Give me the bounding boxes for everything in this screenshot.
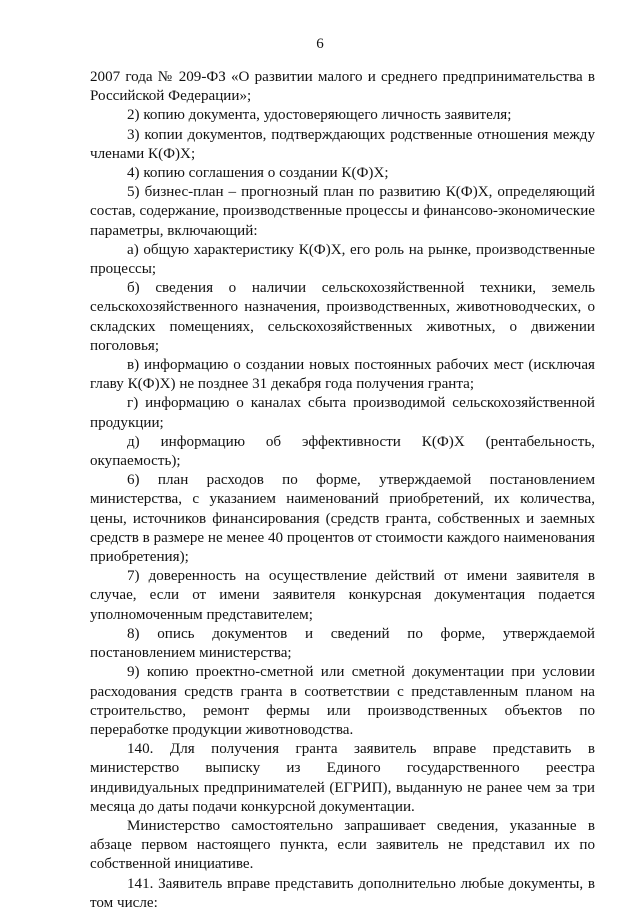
paragraph-item-7: 7) доверенность на осуществление действий от имени заявителя в случае, если от имени заявителя конкурсная документация подается уполномоченным представителем; [90,568,595,623]
page-number: 6 [316,36,324,52]
paragraph-subitem-g: г) информацию о каналах сбыта производимой сельскохозяйственной продукции; [90,395,595,431]
paragraph-item-6: 6) план расходов по форме, утверждаемой постановлением министерства, с указанием наименований приобретений, их количества, цены, источников финансирования (средств гранта, собственных и заемных средств в размере не менее 40 процентов от стоимости каждого наименования приобретения); [90,472,595,566]
paragraph-item-3: 3) копии документов, подтверждающих родственные отношения между членами К(Ф)Х; [90,126,595,162]
paragraph-item-4: 4) копию соглашения о создании К(Ф)Х; [127,165,389,182]
paragraph-subitem-b: б) сведения о наличии сельскохозяйственной техники, земель сельскохозяйственного назначения, производственных, животноводческих, о складских помещениях, сельскохозяйственных животных, о движении поголовья; [90,280,595,354]
paragraph-subitem-a: а) общую характеристику К(Ф)Х, его роль на рынке, производственные процессы; [90,241,595,278]
paragraph-item-5: 5) бизнес-план – прогнозный план по развитию К(Ф)Х, определяющий состав, содержание, производственные процессы и финансово-экономические параметры, включающий: [90,184,595,239]
paragraph-clause-140: 140. Для получения гранта заявитель вправе представить в министерство выписку из Единого государственного реестра индивидуальных предпринимателей (ЕГРИП), выданную не ранее чем за три месяца до даты подачи конкурсной документации. [90,741,595,815]
paragraph-item-8: 8) опись документов и сведений по форме, утверждаемой постановлением министерства; [90,625,595,662]
paragraph-ministry-request: Министерство самостоятельно запрашивает сведения, указанные в абзаце первом настоящего пункта, если заявитель не представил их по собственной инициативе. [90,817,595,873]
paragraph-subitem-v: в) информацию о создании новых постоянных рабочих мест (исключая главу К(Ф)Х) не позднее 31 декабря года получения гранта; [90,357,595,393]
paragraph-continuation: 2007 года № 209-ФЗ «О развитии малого и среднего предпринимательства в Российской Федерации»; [90,69,595,105]
paragraph-clause-141: 141. Заявитель вправе представить дополнительно любые документы, в том числе: [90,875,595,911]
paragraph-item-9: 9) копию проектно-сметной или сметной документации при условии расходования средств гранта в соответствии с представленным планом на строительство, ремонт фермы или производственных объектов по переработке продукции животноводства. [90,664,595,738]
document-body [90,68,595,913]
paragraph-item-2: 2) копию документа, удостоверяющего личность заявителя; [127,107,512,124]
paragraph-subitem-d: д) информацию об эффективности К(Ф)Х (рентабельность, окупаемость); [90,433,595,470]
